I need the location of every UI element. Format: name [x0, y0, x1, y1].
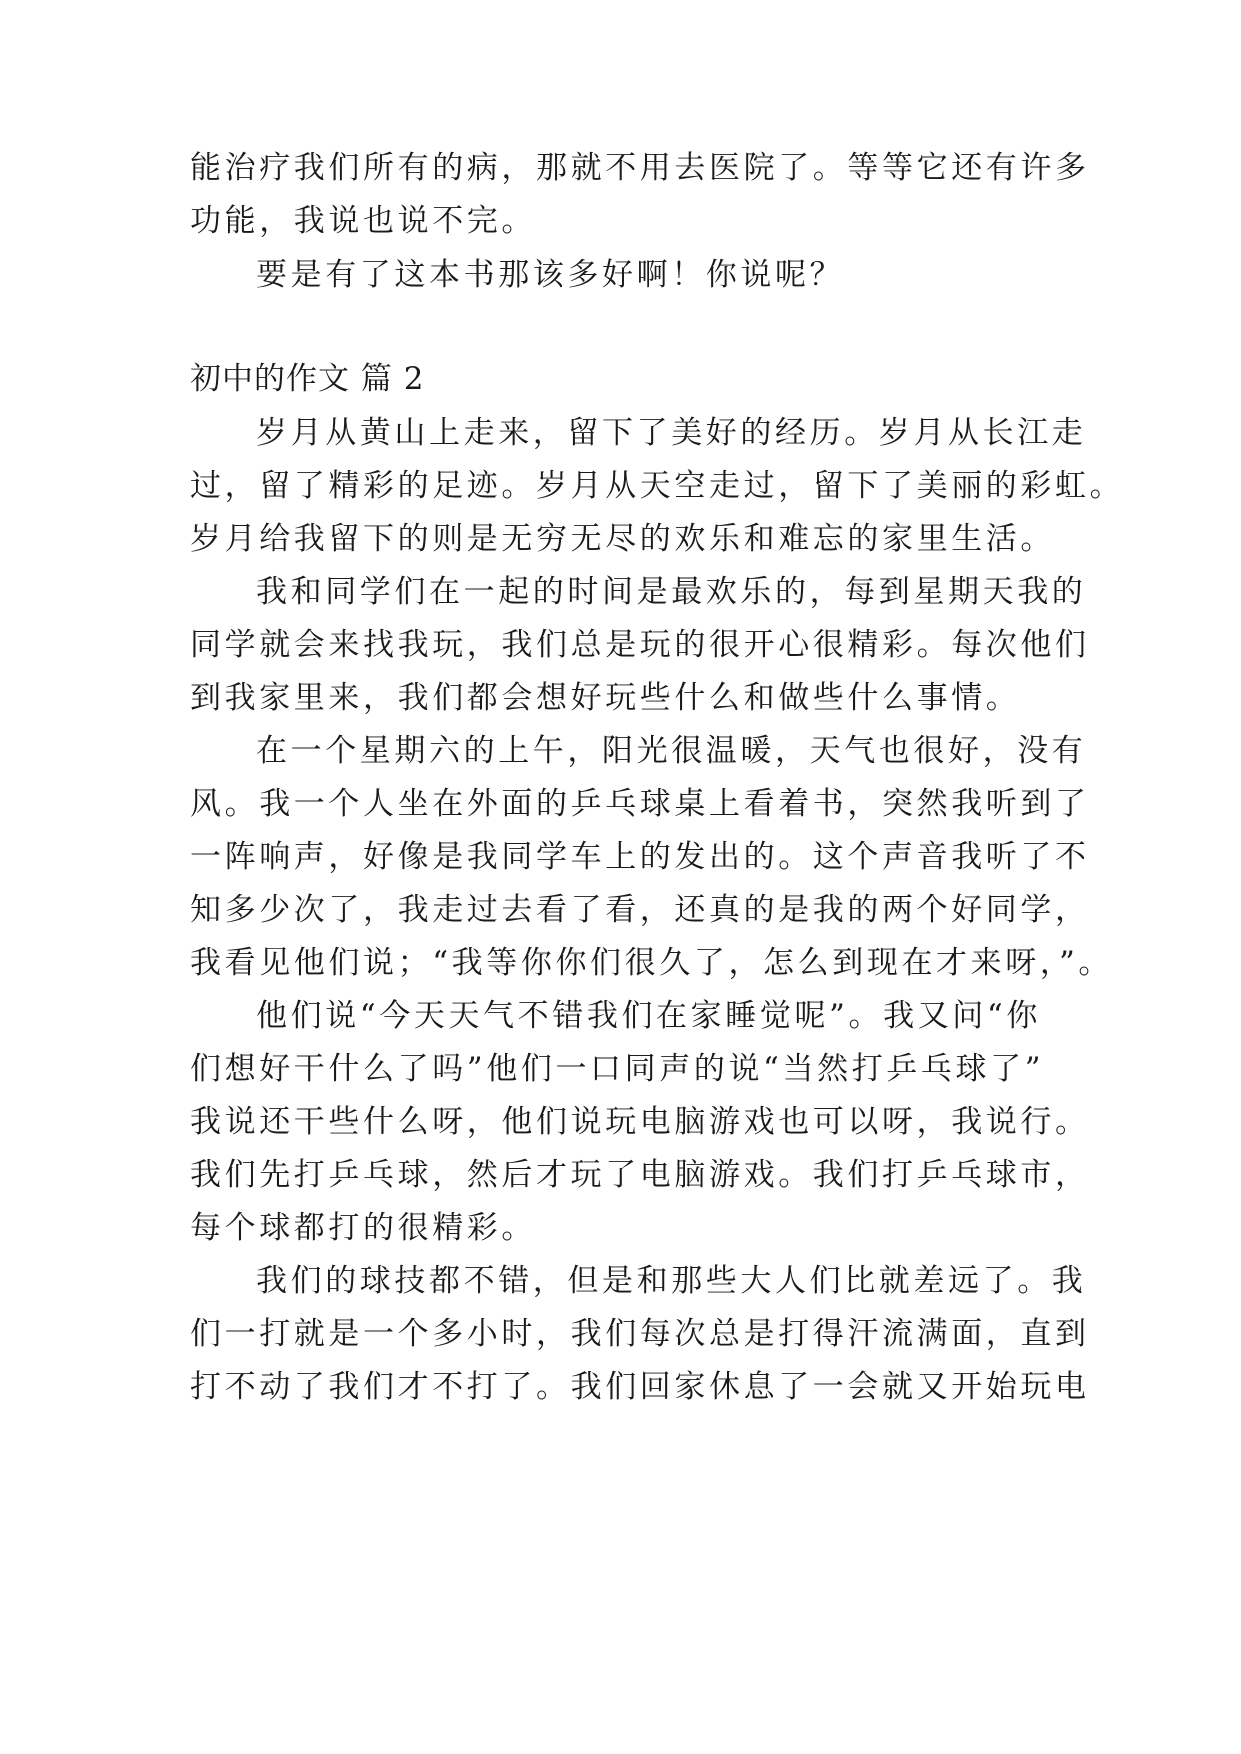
paragraph-line: 同学就会来找我玩，我们总是玩的很开心很精彩。每次他们	[190, 627, 1090, 663]
paragraph-line: 我说还干些什么呀，他们说玩电脑游戏也可以呀，我说行。	[190, 1104, 1090, 1140]
paragraph-line: 到我家里来，我们都会想好玩些什么和做些什么事情。	[190, 680, 1021, 716]
paragraph-line: 在一个星期六的上午，阳光很温暖，天气也很好，没有	[256, 733, 1087, 769]
paragraph-line: 我们先打乒乓球，然后才玩了电脑游戏。我们打乒乓球市，	[190, 1157, 1090, 1193]
paragraph-line: 岁月给我留下的则是无穷无尽的欢乐和难忘的家里生活。	[190, 521, 1055, 557]
paragraph-line: 他们说“今天天气不错我们在家睡觉呢”。我又问“你	[256, 998, 1041, 1034]
paragraph-line: 知多少次了，我走过去看了看，还真的是我的两个好同学，	[190, 892, 1090, 928]
paragraph-line: 们想好干什么了吗”他们一口同声的说“当然打乒乓球了”	[190, 1051, 1045, 1087]
paragraph-line: 们一打就是一个多小时，我们每次总是打得汗流满面，直到	[190, 1316, 1090, 1352]
paragraph-line: 我们的球技都不错，但是和那些大人们比就差远了。我	[256, 1263, 1087, 1299]
paragraph-line: 每个球都打的很精彩。	[190, 1210, 536, 1246]
paragraph-line: 一阵响声，好像是我同学车上的发出的。这个声音我听了不	[190, 839, 1090, 875]
paragraph-line: 过，留了精彩的足迹。岁月从天空走过，留下了美丽的彩虹。	[190, 468, 1125, 504]
section-heading: 初中的作文 篇 2	[190, 361, 425, 397]
paragraph-line: 功能，我说也说不完。	[190, 203, 536, 239]
paragraph-line: 我看见他们说；“我等你你们很久了，怎么到现在才来呀，”。	[190, 945, 1113, 981]
paragraph-line: 要是有了这本书那该多好啊！你说呢？	[256, 257, 845, 293]
paragraph-line: 我和同学们在一起的时间是最欢乐的，每到星期天我的	[256, 574, 1087, 610]
paragraph-line: 打不动了我们才不打了。我们回家休息了一会就又开始玩电	[190, 1369, 1090, 1405]
paragraph-line: 能治疗我们所有的病，那就不用去医院了。等等它还有许多	[190, 150, 1090, 186]
paragraph-line: 岁月从黄山上走来，留下了美好的经历。岁月从长江走	[256, 415, 1087, 451]
paragraph-line: 风。我一个人坐在外面的乒乓球桌上看着书，突然我听到了	[190, 786, 1090, 822]
